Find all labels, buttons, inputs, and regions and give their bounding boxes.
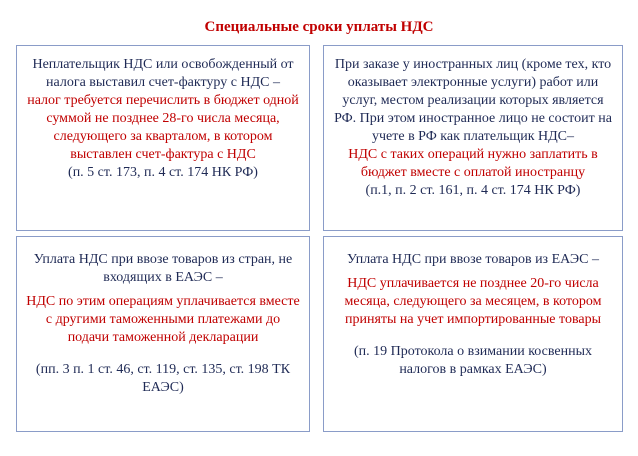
box-legal-reference: (п. 5 ст. 173, п. 4 ст. 174 НК РФ) [68, 165, 258, 180]
box-condition-text: Уплата НДС при ввозе товаров из стран, не входящих в ЕАЭС – [33, 252, 293, 285]
page-title: Специальные сроки уплаты НДС [204, 19, 434, 35]
box-condition-text: Уплата НДС при ввозе товаров из ЕАЭС – [347, 252, 599, 267]
box-rule-text: НДС по этим операциям уплачивается вместе с другими таможенными платежами до подачи таможенной декларации [26, 294, 300, 345]
box-rule-text: НДС уплачивается не позднее 20-го числа месяца, следующего за месяцем, в котором приняты на учет импортированные товары [344, 276, 602, 327]
box-non-vat-payer-invoice [16, 45, 310, 231]
box-legal-reference: (пп. 3 п. 1 ст. 46, ст. 119, ст. 135, ст. 198 ТК ЕАЭС) [35, 362, 291, 395]
box-foreign-services [323, 45, 623, 231]
box-legal-reference: (п. 19 Протокола о взимании косвенных налогов в рамках ЕАЭС) [354, 344, 592, 377]
box-condition-text: Неплательщик НДС или освобожденный от налога выставил счет-фактуру с НДС – [32, 57, 294, 90]
box-condition-text: При заказе у иностранных лиц (кроме тех, кто оказывает электронные услуги) работ или услуг, местом реализации которых является РФ. При этом иностранное лицо не состоит на учете в РФ как плательщик НДС– [334, 57, 612, 144]
box-import-eaeu [323, 236, 623, 432]
box-rule-text: НДС с таких операций нужно заплатить в бюджет вместе с оплатой иностранцу [348, 147, 598, 180]
box-legal-reference: (п.1, п. 2 ст. 161, п. 4 ст. 174 НК РФ) [365, 183, 581, 198]
box-import-non-eaeu [16, 236, 310, 432]
box-rule-text: налог требуется перечислить в бюджет одной суммой не позднее 28-го числа месяца, следующего за кварталом, в котором выставлен счет-фактура с НДС [27, 93, 299, 162]
